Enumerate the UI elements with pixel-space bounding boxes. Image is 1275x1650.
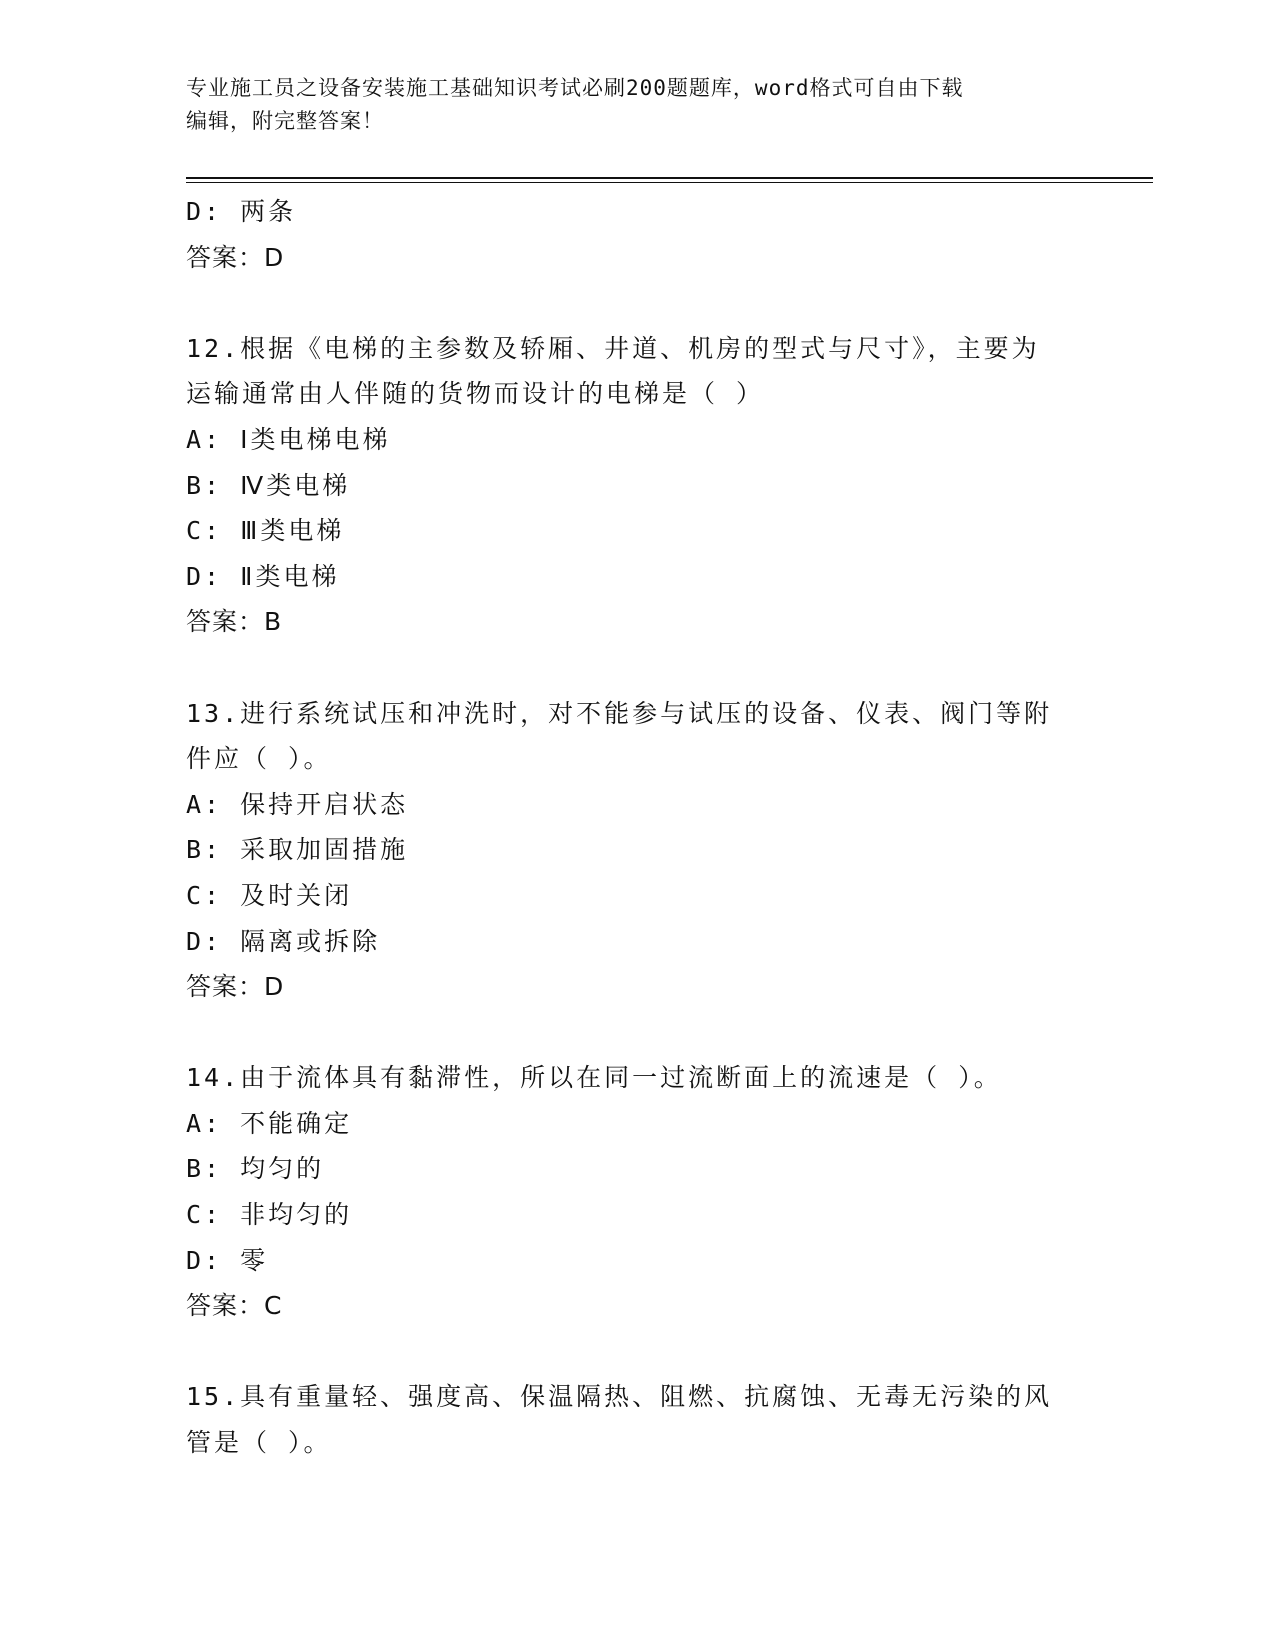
q12-option-d: D: Ⅱ类电梯: [186, 561, 340, 591]
q13-answer: 答案：D: [186, 972, 285, 1002]
spacer: [186, 645, 1086, 691]
document-header: [186, 72, 1086, 138]
q14-option-b: B: 均匀的: [186, 1154, 325, 1184]
q15-stem-line-2: 管是（ ）。: [186, 1428, 332, 1458]
q12-answer: 答案：B: [186, 607, 283, 637]
q14-option-d: D: 零: [186, 1245, 269, 1275]
q12-stem-line-2: 运输通常由人伴随的货物而设计的电梯是（ ）: [186, 379, 765, 409]
spacer: [186, 1329, 1086, 1375]
q11-answer: 答案：D: [186, 242, 285, 272]
q14-option-a: A: 不能确定: [186, 1108, 353, 1138]
q15-stem-line-1: 15.具有重量轻、强度高、保温隔热、阻燃、抗腐蚀、无毒无污染的风: [186, 1382, 1053, 1412]
q12-stem-line-1: 12.根据《电梯的主参数及轿厢、井道、机房的型式与尺寸》，主要为: [186, 333, 1040, 363]
q11-option-d: D: 两条: [186, 197, 297, 226]
q14-answer: 答案：C: [186, 1291, 283, 1321]
header-divider-thick: [186, 177, 1153, 179]
spacer: [186, 1010, 1086, 1056]
header-line-2: 编辑，附完整答案！: [186, 109, 384, 133]
q13-option-a: A: 保持开启状态: [186, 789, 409, 819]
q13-option-c: C: 及时关闭: [186, 880, 353, 910]
q12-option-c: C: Ⅲ类电梯: [186, 516, 345, 546]
question-list: [186, 189, 1086, 1466]
q14-stem-line-1: 14.由于流体具有黏滞性，所以在同一过流断面上的流速是（ ）。: [186, 1063, 1002, 1093]
q12-option-a: A: Ⅰ类电梯电梯: [186, 424, 391, 454]
header-line-1: 专业施工员之设备安装施工基础知识考试必刷200题题库，word格式可自由下载: [186, 76, 964, 100]
q12-option-b: B: Ⅳ类电梯: [186, 470, 351, 500]
q13-option-d: D: 隔离或拆除: [186, 926, 381, 956]
header-divider-thin: [186, 182, 1153, 183]
q13-option-b: B: 采取加固措施: [186, 835, 409, 865]
q13-stem-line-1: 13.进行系统试压和冲洗时，对不能参与试压的设备、仪表、阀门等附: [186, 698, 1053, 728]
q13-stem-line-2: 件应（ ）。: [186, 744, 332, 774]
spacer: [186, 280, 1086, 326]
q14-option-c: C: 非均匀的: [186, 1200, 353, 1230]
